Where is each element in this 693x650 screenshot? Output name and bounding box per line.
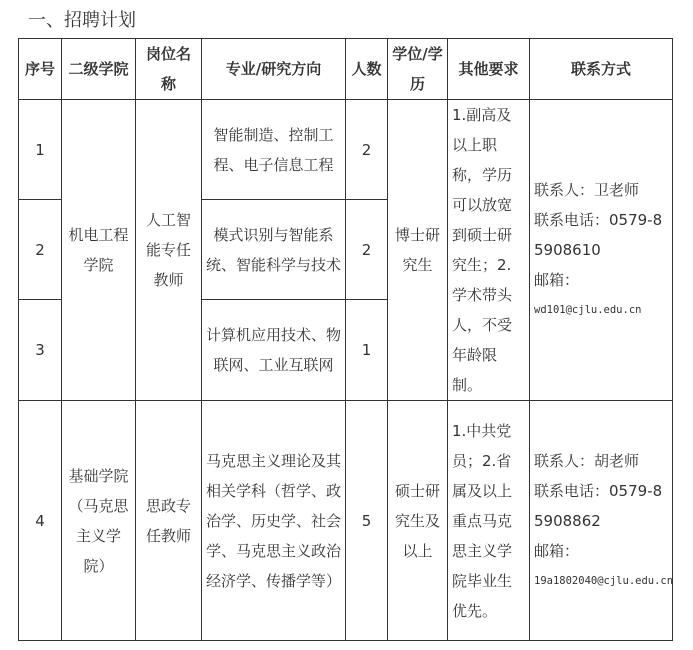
requirements-cell: 1.副高及以上职称，学历可以放宽到硕士研究生；2.学术带头人，不受年龄限制。 xyxy=(448,100,530,401)
major-cell: 智能制造、控制工程、电子信息工程 xyxy=(202,100,346,200)
header-contact: 联系方式 xyxy=(530,39,673,100)
header-position: 岗位名称 xyxy=(136,39,202,100)
table-row xyxy=(19,100,673,200)
header-count: 人数 xyxy=(346,39,388,100)
row-no: 2 xyxy=(19,200,62,300)
college-cell: 基础学院（马克思主义学院） xyxy=(62,401,136,641)
header-degree: 学位/学历 xyxy=(388,39,448,100)
contact-email-label: 邮箱： xyxy=(534,541,580,560)
degree-cell: 博士研究生 xyxy=(388,100,448,401)
header-no: 序号 xyxy=(19,39,62,100)
header-college: 二级学院 xyxy=(62,39,136,100)
count-cell: 1 xyxy=(346,300,388,401)
count-cell: 2 xyxy=(346,100,388,200)
college-cell: 机电工程学院 xyxy=(62,100,136,401)
position-cell: 思政专任教师 xyxy=(136,401,202,641)
contact-phone: 联系电话：0579-85908862 xyxy=(534,481,663,530)
table-header-row xyxy=(19,39,673,100)
contact-email-label: 邮箱： xyxy=(534,271,580,289)
requirements-cell: 1.中共党员；2.省属及以上重点马克思主义学院毕业生优先。 xyxy=(448,401,530,641)
row-no: 3 xyxy=(19,300,62,401)
contact-person: 联系人：胡老师 xyxy=(534,451,640,470)
contact-email[interactable]: 19a1802040@cjlu.edu.cn xyxy=(534,574,674,587)
contact-cell xyxy=(530,401,673,641)
contact-phone: 联系电话：0579-85908610 xyxy=(534,211,663,259)
row-no: 4 xyxy=(19,401,62,641)
contact-cell xyxy=(530,100,673,401)
count-cell: 5 xyxy=(346,401,388,641)
count-cell: 2 xyxy=(346,200,388,300)
contact-person: 联系人：卫老师 xyxy=(534,181,640,199)
position-cell: 人工智能专任教师 xyxy=(136,100,202,401)
degree-cell: 硕士研究生及以上 xyxy=(388,401,448,641)
recruitment-table xyxy=(18,38,673,641)
header-requirements: 其他要求 xyxy=(448,39,530,100)
table-row xyxy=(19,401,673,641)
contact-email[interactable]: wd101@cjlu.edu.cn xyxy=(534,304,642,316)
header-major: 专业/研究方向 xyxy=(202,39,346,100)
major-cell: 马克思主义理论及其相关学科（哲学、政治学、历史学、社会学、马克思主义政治经济学、传播学等） xyxy=(202,401,346,641)
major-cell: 模式识别与智能系统、智能科学与技术 xyxy=(202,200,346,300)
section-title: 一、招聘计划 xyxy=(28,10,136,31)
major-cell: 计算机应用技术、物联网、工业互联网 xyxy=(202,300,346,401)
row-no: 1 xyxy=(19,100,62,200)
